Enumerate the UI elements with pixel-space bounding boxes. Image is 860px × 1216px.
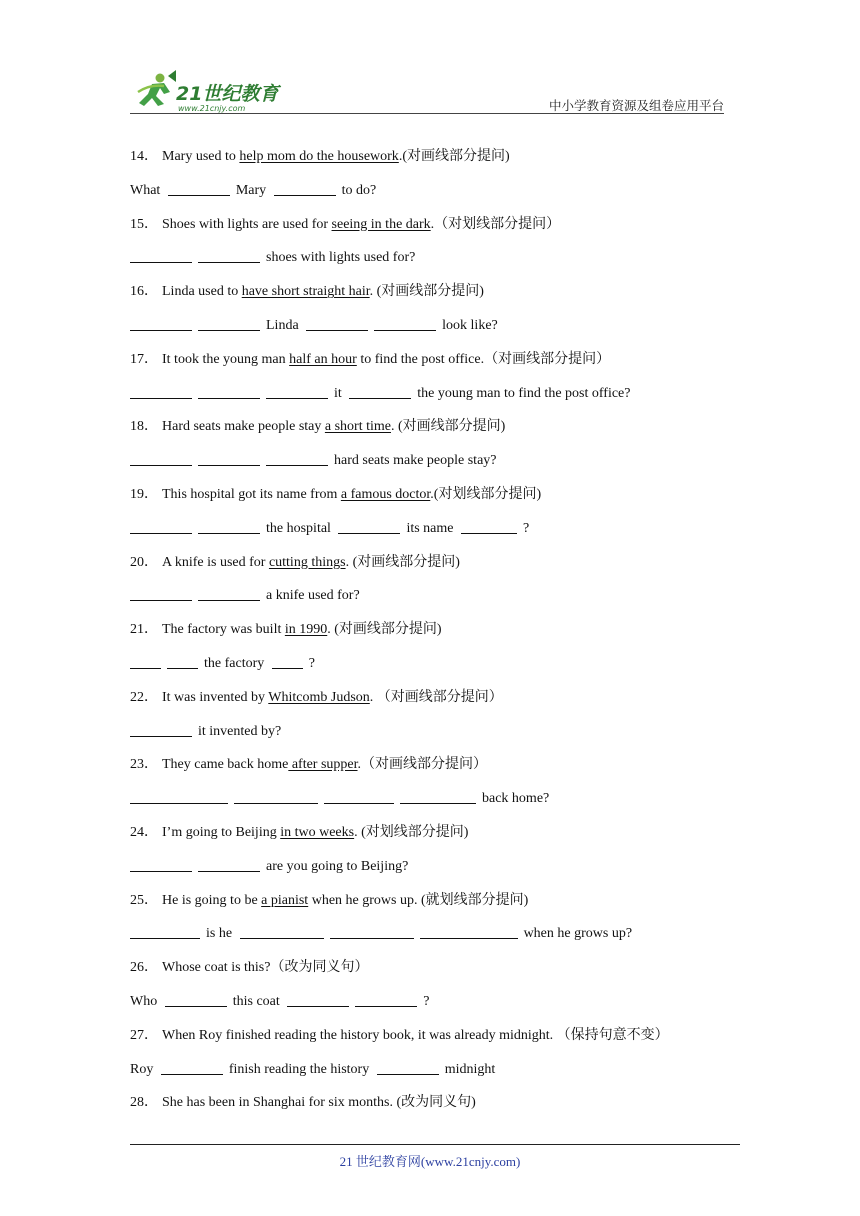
answer-blank[interactable] — [287, 992, 349, 1007]
answer-text: it invented by? — [198, 723, 282, 739]
question-instruction: . (对画线部分提问) — [345, 554, 460, 570]
question-row — [130, 208, 740, 242]
answer-blank[interactable] — [130, 248, 192, 263]
underlined-part: a short time — [324, 419, 391, 435]
footer-text: 21 世纪教育网(www.21cnjy.com) — [339, 1154, 521, 1169]
answer-blank[interactable] — [130, 316, 192, 331]
question-text: He is going to be — [162, 892, 262, 908]
question-text: A knife is used for — [162, 554, 269, 570]
underlined-part: in two weeks — [280, 824, 355, 840]
question-text: This hospital got its name from — [162, 486, 341, 502]
underlined-part: a pianist — [261, 892, 309, 908]
question-instruction: . (对画线部分提问) — [369, 284, 484, 300]
answer-text: its name — [406, 520, 457, 536]
question-instruction: to find the post office.（对画线部分提问） — [356, 351, 611, 367]
answer-blank[interactable] — [306, 316, 368, 331]
answer-blank[interactable] — [240, 924, 324, 939]
answer-blank[interactable] — [198, 451, 260, 466]
question-number: 23． — [130, 757, 158, 773]
underlined-part: have short straight hair — [241, 284, 370, 300]
question-number: 28． — [130, 1095, 158, 1111]
answer-text: Who — [130, 993, 161, 1009]
answer-row — [130, 782, 740, 816]
question-instruction: . (对画线部分提问) — [327, 622, 442, 638]
answer-row — [130, 1053, 740, 1087]
answer-row — [130, 444, 740, 478]
question-row — [130, 478, 740, 512]
answer-text: finish reading the history — [228, 1061, 373, 1077]
answer-row — [130, 174, 740, 208]
underlined-part: help mom do the housework — [239, 149, 399, 164]
answer-text: the factory — [204, 655, 268, 671]
platform-title: 中小学教育资源及组卷应用平台 — [548, 99, 724, 113]
answer-text: is he — [206, 926, 236, 942]
answer-blank[interactable] — [130, 924, 200, 939]
underlined-part: seeing in the dark — [331, 216, 431, 232]
footer-divider — [130, 1144, 740, 1145]
answer-text: ? — [308, 655, 315, 671]
answer-blank[interactable] — [130, 519, 192, 534]
answer-blank[interactable] — [272, 654, 303, 669]
logo-url: www.21cnjy.com — [178, 104, 246, 113]
question-row — [130, 546, 740, 580]
question-text: The factory was built — [162, 622, 285, 638]
answer-text: a knife used for? — [266, 588, 360, 604]
answer-blank[interactable] — [198, 586, 260, 601]
answer-blank[interactable] — [420, 924, 518, 939]
question-number: 20． — [130, 554, 158, 570]
answer-blank[interactable] — [198, 384, 260, 399]
question-row — [130, 1086, 740, 1120]
question-instruction: .(对画线部分提问) — [398, 149, 510, 164]
answer-row — [130, 241, 740, 275]
answer-text: this coat — [232, 993, 284, 1009]
answer-blank[interactable] — [130, 586, 192, 601]
question-number: 19． — [130, 486, 158, 502]
answer-blank[interactable] — [338, 519, 400, 534]
answer-row — [130, 309, 740, 343]
question-instruction: . (对划线部分提问) — [354, 824, 469, 840]
answer-text: ? — [423, 993, 430, 1009]
question-instruction: .(对划线部分提问) — [430, 486, 542, 502]
question-row — [130, 613, 740, 647]
answer-blank[interactable] — [349, 384, 411, 399]
logo-text: 21世纪教育 — [176, 83, 279, 105]
question-row — [130, 140, 740, 174]
answer-blank[interactable] — [461, 519, 517, 534]
question-instruction: .（对划线部分提问） — [430, 216, 561, 232]
answer-row — [130, 579, 740, 613]
question-number: 27． — [130, 1027, 158, 1043]
question-row — [130, 816, 740, 850]
question-text: Mary used to — [162, 149, 240, 164]
answer-blank[interactable] — [266, 384, 328, 399]
question-text: I’m going to Beijing — [162, 824, 281, 840]
answer-row — [130, 917, 740, 951]
answer-blank[interactable] — [161, 1060, 223, 1075]
answer-text: look like? — [442, 317, 498, 333]
answer-text: Mary — [235, 182, 270, 198]
underlined-part: after supper — [288, 757, 358, 773]
question-text: Shoes with lights are used for — [162, 216, 332, 232]
answer-blank[interactable] — [274, 181, 336, 196]
question-row — [130, 275, 740, 309]
site-logo — [130, 66, 300, 114]
underlined-part: cutting things — [268, 554, 346, 570]
header-divider — [130, 113, 724, 114]
question-number: 22． — [130, 689, 158, 705]
answer-blank[interactable] — [198, 519, 260, 534]
question-text: Linda used to — [162, 284, 242, 300]
underlined-part: Whitcomb Judson — [268, 689, 370, 705]
answer-row — [130, 850, 740, 884]
answer-blank[interactable] — [198, 316, 260, 331]
question-text: It took the young man — [162, 351, 290, 367]
question-text: Hard seats make people stay — [162, 419, 325, 435]
question-text: When Roy finished reading the history book, it was already midnight. （保持句意不变） — [162, 1027, 669, 1043]
question-number: 21． — [130, 622, 158, 638]
question-instruction: when he grows up. (就划线部分提问) — [308, 892, 529, 908]
answer-text: Roy — [130, 1061, 157, 1077]
answer-row — [130, 377, 740, 411]
answer-text: are you going to Beijing? — [266, 858, 409, 874]
answer-text: it — [334, 385, 346, 401]
answer-text: midnight — [444, 1061, 496, 1077]
underlined-part: a famous doctor — [340, 486, 431, 502]
question-row — [130, 748, 740, 782]
answer-text: hard seats make people stay? — [334, 453, 497, 469]
answer-blank[interactable] — [168, 181, 230, 196]
question-number: 17． — [130, 351, 158, 367]
answer-blank[interactable] — [400, 789, 476, 804]
question-row — [130, 1019, 740, 1053]
underlined-part: half an hour — [289, 351, 357, 367]
question-text: They came back home — [162, 757, 289, 773]
question-row — [130, 951, 740, 985]
question-row — [130, 681, 740, 715]
answer-text: the hospital — [266, 520, 335, 536]
answer-row — [130, 985, 740, 1019]
answer-row — [130, 715, 740, 749]
answer-blank[interactable] — [374, 316, 436, 331]
question-row — [130, 884, 740, 918]
answer-blank[interactable] — [130, 789, 228, 804]
question-number: 25． — [130, 892, 158, 908]
question-text: Whose coat is this?（改为同义句） — [162, 960, 369, 976]
question-number: 14． — [130, 149, 158, 164]
answer-text: What — [130, 182, 164, 198]
answer-text: back home? — [482, 791, 550, 807]
answer-text: when he grows up? — [523, 926, 633, 942]
question-number: 24． — [130, 824, 158, 840]
answer-blank[interactable] — [130, 451, 192, 466]
question-instruction: .（对画线部分提问） — [357, 757, 488, 773]
question-instruction: . (对画线部分提问) — [391, 419, 506, 435]
answer-blank[interactable] — [324, 789, 394, 804]
answer-text: the young man to find the post office? — [417, 385, 631, 401]
answer-blank[interactable] — [167, 654, 198, 669]
answer-blank[interactable] — [234, 789, 318, 804]
answer-row — [130, 512, 740, 546]
answer-row — [130, 647, 740, 681]
answer-blank[interactable] — [130, 384, 192, 399]
answer-blank[interactable] — [198, 248, 260, 263]
answer-text: ? — [522, 520, 530, 536]
page-header — [130, 66, 724, 114]
answer-blank[interactable] — [330, 924, 414, 939]
answer-blank[interactable] — [266, 451, 328, 466]
answer-blank[interactable] — [130, 654, 161, 669]
question-number: 15． — [130, 216, 158, 232]
answer-blank[interactable] — [165, 992, 227, 1007]
question-list — [130, 140, 740, 1120]
question-text: It was invented by — [162, 689, 269, 705]
question-row — [130, 410, 740, 444]
answer-blank[interactable] — [130, 857, 192, 872]
runner-icon — [138, 70, 176, 106]
question-number: 16． — [130, 284, 158, 300]
question-row — [130, 343, 740, 377]
question-instruction: . （对画线部分提问） — [369, 689, 503, 705]
underlined-part: in 1990 — [284, 622, 328, 638]
answer-blank[interactable] — [355, 992, 417, 1007]
answer-text: shoes with lights used for? — [266, 250, 416, 266]
question-text: She has been in Shanghai for six months. (改为同义句) — [162, 1095, 476, 1111]
question-number: 26． — [130, 960, 158, 976]
answer-blank[interactable] — [377, 1060, 439, 1075]
question-number: 18． — [130, 419, 158, 435]
answer-text: Linda — [266, 317, 303, 333]
answer-blank[interactable] — [198, 857, 260, 872]
answer-text: to do? — [341, 182, 377, 198]
answer-blank[interactable] — [130, 722, 192, 737]
